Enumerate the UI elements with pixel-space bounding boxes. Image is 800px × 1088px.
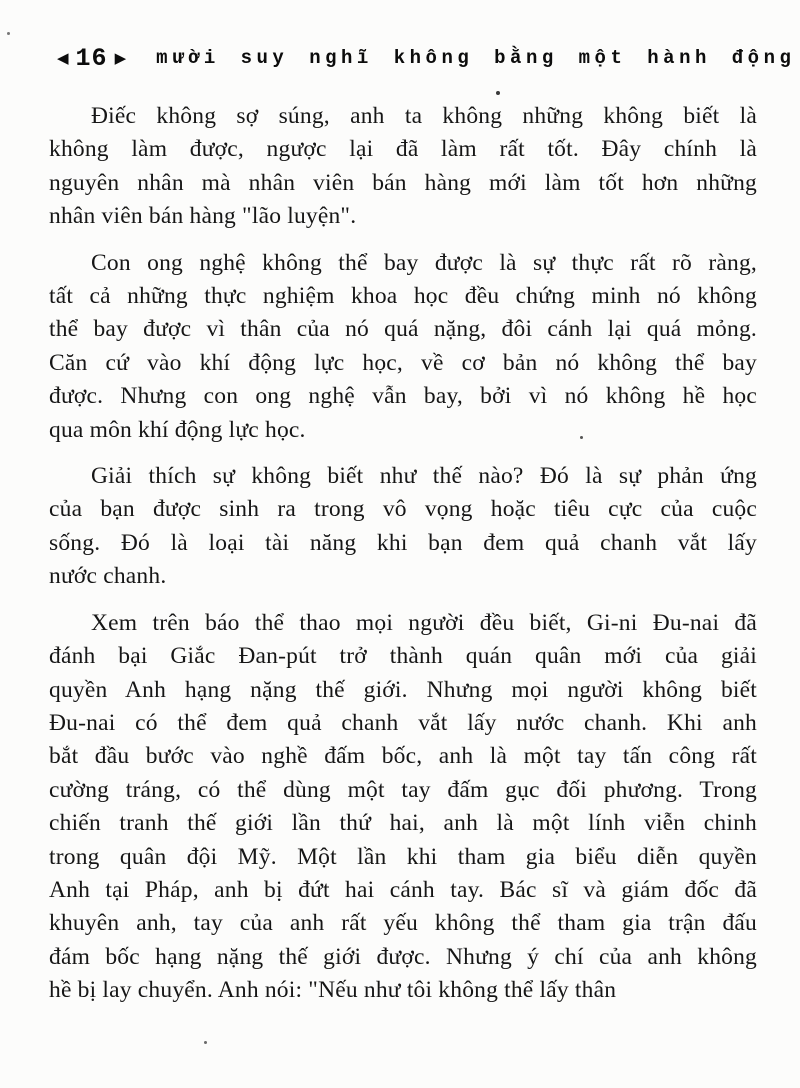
text-line: Xem trên báo thể thao mọi người đều biết, Gi-ni Đu-nai đã [91,609,757,636]
scan-speck [204,1041,207,1044]
text-line: khuyên anh, tay của anh rất yếu không thể tham gia trận đấu [49,910,757,937]
text-line: Điếc không sợ súng, anh ta không những không biết là [91,103,757,129]
text-line: hề bị lay chuyển. Anh nói: "Nếu như tôi không thể lấy thân [49,977,617,1004]
text-line: đám bốc hạng nặng thế giới được. Nhưng ý chí của anh không [49,943,757,970]
paragraph [49,460,757,594]
page-body [49,100,757,1021]
text-line: Con ong nghệ không thể bay được là sự thực rất rõ ràng, [91,249,757,276]
paragraph [49,247,757,447]
text-line: chiến tranh thế giới lần thứ hai, anh là một lính viễn chinh [49,810,757,837]
text-line: nguyên nhân mà nhân viên bán hàng mới làm tốt hơn những [49,169,757,196]
text-line: nhân viên bán hàng "lão luyện". [49,203,357,230]
left-triangle-icon: ◀ [57,49,69,67]
text-line: đánh bại Giắc Đan-pút trở thành quán quân mới của giải [49,643,757,670]
text-line: được. Nhưng con ong nghệ vẫn bay, bởi vì nó không hề học [49,383,757,410]
text-line: qua môn khí động lực học. [49,416,306,443]
text-line: bắt đầu bước vào nghề đấm bốc, anh là một tay tấn công rất [49,743,757,770]
scan-speck [580,436,583,439]
text-line: tất cả những thực nghiệm khoa học đều chứng minh nó không [49,283,757,310]
page-number-group [57,46,126,71]
right-triangle-icon: ▶ [114,49,127,67]
scan-speck [7,32,10,35]
text-line: cường tráng, có thể dùng một tay đấm gục đối phương. Trong [49,776,757,803]
text-line: Giải thích sự không biết như thế nào? Đó là sự phản ứng [91,463,757,490]
page-number: 16 [75,44,108,73]
text-line: trong quân đội Mỹ. Một lần khi tham gia biểu diễn quyền [49,843,757,870]
text-line: nước chanh. [49,563,167,590]
text-line: không làm được, ngược lại đã làm rất tốt. Đây chính là [49,136,757,163]
text-line: quyền Anh hạng nặng thế giới. Nhưng mọi người không biết [49,676,757,703]
text-line: của bạn được sinh ra trong vô vọng hoặc tiêu cực của cuộc [49,496,757,523]
paragraph [49,607,757,1008]
text-line: sống. Đó là loại tài năng khi bạn đem quả chanh vắt lấy [49,529,757,556]
page-header [57,44,796,73]
text-line: Anh tại Pháp, anh bị đứt hai cánh tay. Bác sĩ và giám đốc đã [49,876,757,903]
text-line: Đu-nai có thể đem quả chanh vắt lấy nước chanh. Khi anh [49,709,757,736]
paragraph [49,100,757,234]
text-line: thể bay được vì thân của nó quá nặng, đôi cánh lại quá mỏng. [49,316,757,343]
scan-speck [496,91,500,95]
running-title: mười suy nghĩ không bằng một hành động [156,47,796,69]
text-line: Căn cứ vào khí động lực học, về cơ bản nó không thể bay [49,349,757,376]
